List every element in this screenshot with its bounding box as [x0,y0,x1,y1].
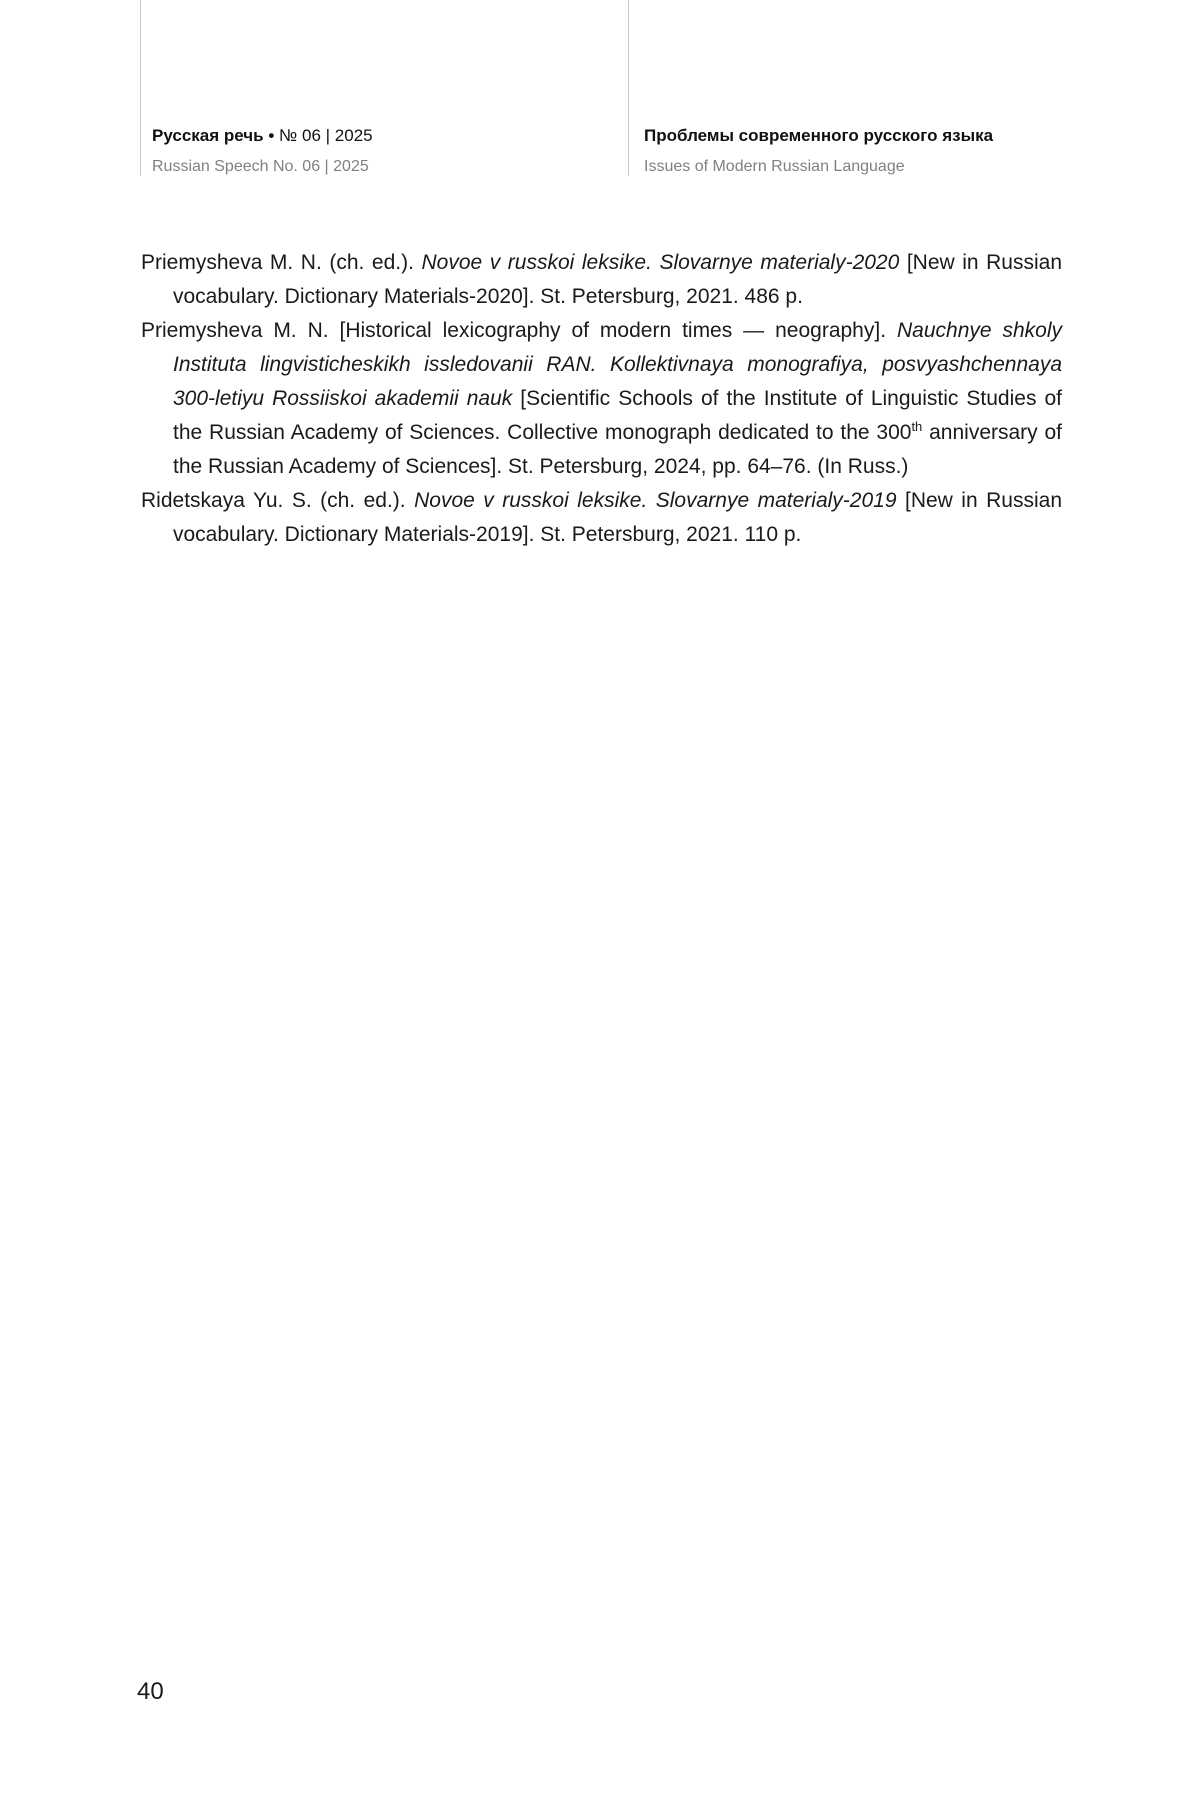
reference-details: [Scientific Schools of the Institute of Linguistic Studies of the Russian Academy of Sciences. Collective monograph dedicated to the 300 [173,387,1062,444]
reference-authors: Priemysheva M. N. (ch. ed.). [141,251,422,274]
running-header [0,0,1200,180]
header-divider-left [140,0,141,176]
reference-item [141,484,1062,552]
header-bullet: • [268,126,275,145]
header-divider-right [628,0,629,176]
reference-item [141,246,1062,314]
reference-details: [New in Russian vocabulary. Dictionary Materials-2019]. St. Petersburg, 2021. 110 p. [173,489,1062,546]
ordinal-superscript: th [911,419,923,434]
reference-authors: Priemysheva M. N. [Historical lexicography of modern times — neography]. [141,319,897,342]
page-number: 40 [137,1678,164,1705]
journal-info [152,124,373,178]
journal-name-ru: Русская речь [152,126,264,145]
journal-title-en: Russian Speech No. 06 | 2025 [152,158,369,175]
journal-title-ru [152,124,373,148]
reference-details-continued: anniversary of the Russian Academy of Sciences]. St. Petersburg, 2024, pp. 64–76. (In Russ.) [173,421,1063,478]
section-info [644,124,993,178]
reference-title: Novoe v russkoi leksike. Slovarnye materialy-2019 [414,489,897,512]
journal-issue-ru: № 06 | 2025 [279,126,373,145]
reference-list [141,246,1062,552]
reference-item [141,314,1062,484]
reference-title: Nauchnye shkoly Instituta lingvisticheskikh issledovanii RAN. Kollektivnaya monografiya, posvyashchennaya 300-letiyu Rossiiskoi akademii nauk [173,319,1063,410]
section-title-en: Issues of Modern Russian Language [644,158,905,175]
reference-details: [New in Russian vocabulary. Dictionary Materials-2020]. St. Petersburg, 2021. 486 p. [173,251,1063,308]
reference-authors: Ridetskaya Yu. S. (ch. ed.). [141,489,415,512]
reference-title: Novoe v russkoi leksike. Slovarnye materialy-2020 [421,251,900,274]
section-title-ru: Проблемы современного русского языка [644,126,994,145]
